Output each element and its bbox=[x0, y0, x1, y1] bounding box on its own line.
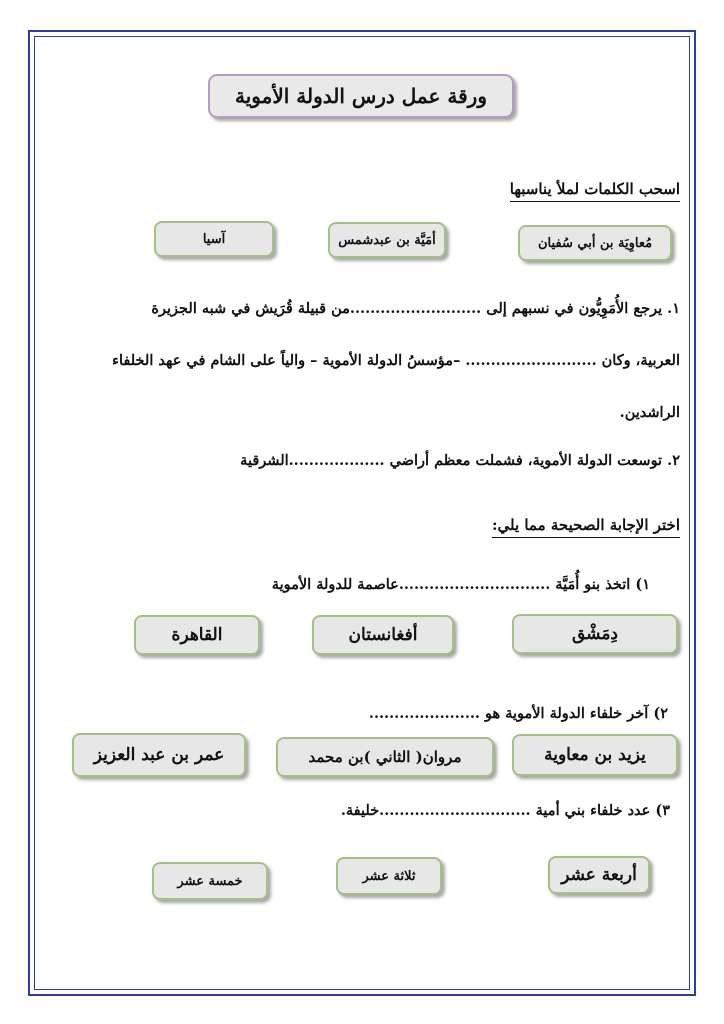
mcq-2-question: ٢) آخر خلفاء الدولة الأموية هو ...................... bbox=[368, 705, 668, 722]
mcq-3-option-thirteen[interactable]: ثلاثة عشر bbox=[336, 857, 442, 895]
word-chip-umayya[interactable]: أمَيَّة بن عبدشمس bbox=[328, 222, 446, 258]
mcq-1-option-cairo[interactable]: القاهرة bbox=[134, 615, 260, 655]
mcq-2-option-yazid[interactable]: يزيد بن معاوية bbox=[512, 734, 678, 776]
question-1-line-3: الراشدين. bbox=[619, 404, 680, 421]
mcq-2-option-umar[interactable]: عمر بن عبد العزيز bbox=[72, 733, 246, 777]
question-2-line: ٢. توسعت الدولة الأموية، فشملت معظم أراضي ...................الشرقية bbox=[240, 452, 680, 469]
mcq-2-option-marwan[interactable]: مروان( الثاني )بن محمد bbox=[276, 737, 494, 777]
question-1-line-1: ١. يرجع الأُمَوِيُّون في نسبهم إلى ..........................من قبيلة قُرَيش في شبه الجزيرة bbox=[151, 300, 680, 317]
mcq-3-option-fourteen[interactable]: أربعة عشر bbox=[548, 856, 650, 894]
word-chip-asia[interactable]: آسيا bbox=[154, 221, 274, 257]
mcq-3-option-fifteen[interactable]: خمسة عشر bbox=[152, 862, 268, 900]
mcq-1-question: ١) اتخذ بنو أُمَيَّة ..............................عاصمة للدولة الأموية bbox=[271, 576, 650, 593]
choose-answer-heading: اختر الإجابة الصحيحة مما يلي: bbox=[492, 516, 680, 538]
question-1-line-2: العربية، وكان .......................... –مؤسسُ الدولة الأموية – والياً على الشام في عهد الخلفاء bbox=[112, 352, 680, 369]
word-chip-muawiya[interactable]: مُعاوِيَة بن أبي سُفيان bbox=[518, 225, 672, 261]
mcq-3-question: ٣) عدد خلفاء بني أمية ..............................خليفة. bbox=[340, 802, 670, 819]
drag-words-heading: اسحب الكلمات لملأ يناسبها bbox=[510, 180, 680, 202]
mcq-1-option-damascus[interactable]: دِمَشْق bbox=[512, 614, 678, 654]
worksheet-title: ورقة عمل درس الدولة الأموية bbox=[208, 74, 514, 118]
mcq-1-option-afghanistan[interactable]: أفغانستان bbox=[312, 615, 454, 655]
